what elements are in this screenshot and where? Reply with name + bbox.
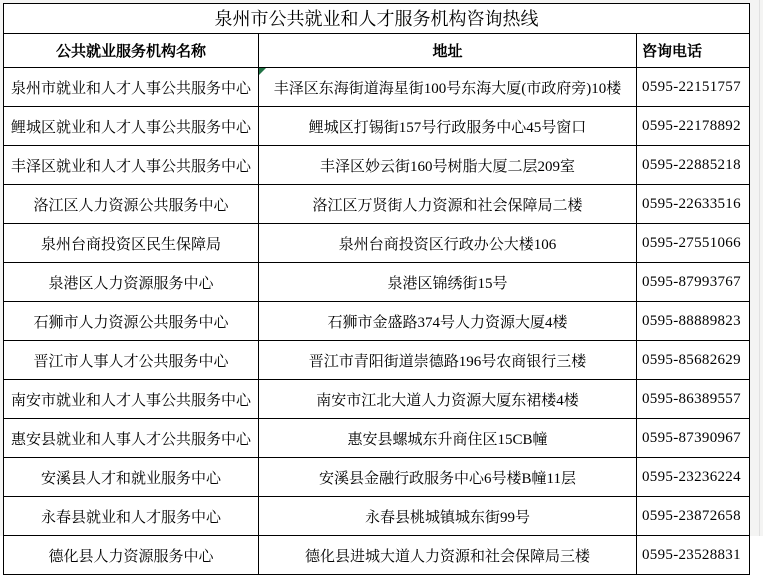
phone-cell: 0595-22885218 (637, 146, 750, 185)
table-row (4, 68, 750, 107)
column-header-phone: 咨询电话 (637, 34, 750, 68)
phone-cell: 0595-22178892 (637, 107, 750, 146)
table-row (4, 419, 750, 458)
phone-cell: 0595-22633516 (637, 185, 750, 224)
phone-cell: 0595-23236224 (637, 458, 750, 497)
agency-name-cell: 永春县就业和人才服务中心 (4, 497, 259, 536)
agency-name-cell: 洛江区人力资源公共服务中心 (4, 185, 259, 224)
agency-name-cell: 泉港区人力资源服务中心 (4, 263, 259, 302)
address-cell: 泉州台商投资区行政办公大楼106 (259, 224, 637, 263)
phone-cell: 0595-23528831 (637, 536, 750, 575)
hotline-table (3, 3, 750, 575)
cell-flag-triangle-icon (259, 68, 266, 75)
address-cell: 鲤城区打锡街157号行政服务中心45号窗口 (259, 107, 637, 146)
table-row (4, 107, 750, 146)
address-cell: 永春县桃城镇城东街99号 (259, 497, 637, 536)
agency-name-cell: 惠安县就业和人事人才公共服务中心 (4, 419, 259, 458)
agency-name-cell: 南安市就业和人才人事公共服务中心 (4, 380, 259, 419)
spreadsheet-gridline (759, 0, 760, 536)
agency-name-cell: 石狮市人力资源公共服务中心 (4, 302, 259, 341)
table-row (4, 263, 750, 302)
table-row (4, 380, 750, 419)
table-title: 泉州市公共就业和人才服务机构咨询热线 (4, 4, 750, 34)
agency-name-cell: 德化县人力资源服务中心 (4, 536, 259, 575)
phone-cell: 0595-27551066 (637, 224, 750, 263)
table-row (4, 341, 750, 380)
phone-cell: 0595-85682629 (637, 341, 750, 380)
agency-name-cell: 安溪县人才和就业服务中心 (4, 458, 259, 497)
agency-name-cell: 鲤城区就业和人才人事公共服务中心 (4, 107, 259, 146)
phone-cell: 0595-86389557 (637, 380, 750, 419)
phone-cell: 0595-23872658 (637, 497, 750, 536)
phone-cell: 0595-22151757 (637, 68, 750, 107)
header-row (4, 34, 750, 68)
agency-name-cell: 晋江市人事人才公共服务中心 (4, 341, 259, 380)
address-cell: 丰泽区东海街道海星街100号东海大厦(市政府旁)10楼 (259, 68, 637, 107)
address-cell: 丰泽区妙云街160号树脂大厦二层209室 (259, 146, 637, 185)
agency-name-cell: 泉州市就业和人才人事公共服务中心 (4, 68, 259, 107)
table-row (4, 302, 750, 341)
phone-cell: 0595-87390967 (637, 419, 750, 458)
table-row (4, 497, 750, 536)
address-cell: 南安市江北大道人力资源大厦东裙楼4楼 (259, 380, 637, 419)
agency-name-cell: 丰泽区就业和人才人事公共服务中心 (4, 146, 259, 185)
address-cell: 安溪县金融行政服务中心6号楼B幢11层 (259, 458, 637, 497)
address-cell: 晋江市青阳街道崇德路196号农商银行三楼 (259, 341, 637, 380)
address-cell: 洛江区万贤街人力资源和社会保障局二楼 (259, 185, 637, 224)
table-row (4, 458, 750, 497)
table-row (4, 224, 750, 263)
title-row (4, 4, 750, 34)
table-row (4, 185, 750, 224)
address-cell: 泉港区锦绣街15号 (259, 263, 637, 302)
agency-name-cell: 泉州台商投资区民生保障局 (4, 224, 259, 263)
address-cell: 惠安县螺城东升商住区15CB幢 (259, 419, 637, 458)
column-header-agency-name: 公共就业服务机构名称 (4, 34, 259, 68)
table-row (4, 536, 750, 575)
table-row (4, 146, 750, 185)
address-cell: 石狮市金盛路374号人力资源大厦4楼 (259, 302, 637, 341)
column-header-address: 地址 (259, 34, 637, 68)
phone-cell: 0595-88889823 (637, 302, 750, 341)
phone-cell: 0595-87993767 (637, 263, 750, 302)
address-cell: 德化县进城大道人力资源和社会保障局三楼 (259, 536, 637, 575)
